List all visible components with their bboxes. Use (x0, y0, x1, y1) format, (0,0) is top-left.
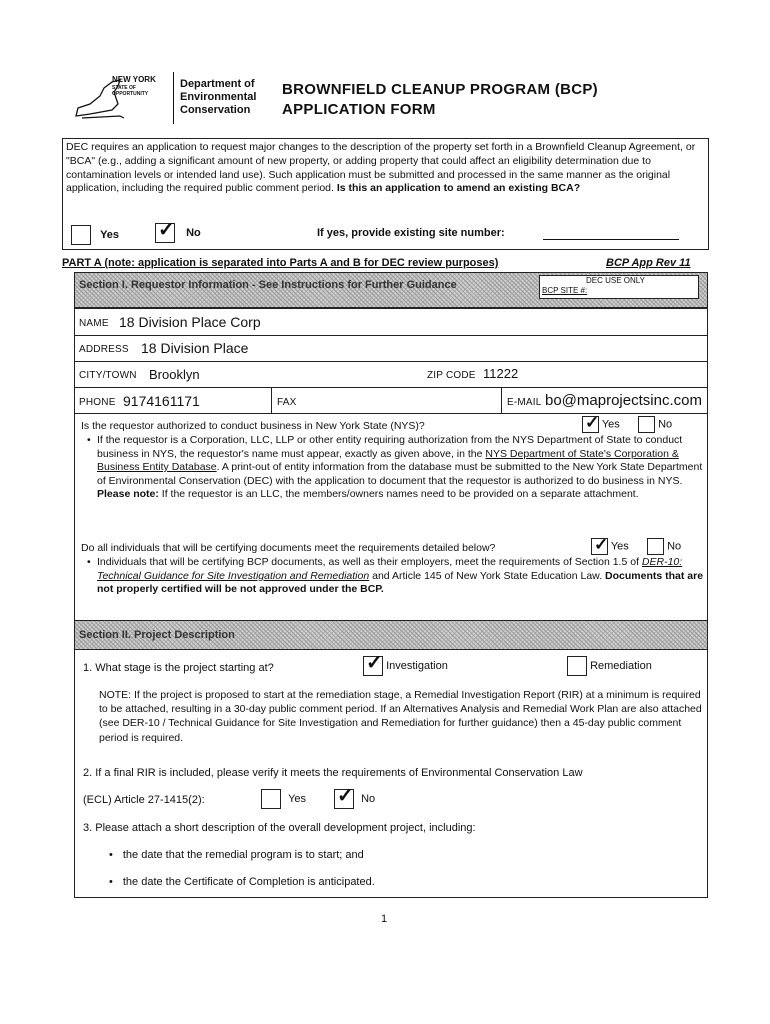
rir-yes-label: Yes (288, 792, 307, 805)
dec-use-only-box (539, 275, 699, 299)
nys-dos-database-link[interactable]: NYS Department of State's Corporation & Business Entity Database (97, 447, 679, 473)
logo-line-3: OPPORTUNITY (112, 91, 149, 97)
remediation-label: Remediation (590, 659, 652, 672)
der-10-link[interactable]: DER-10: Technical Guidance for Site Investigation and Remediation (97, 556, 683, 582)
amend-yes-option[interactable] (71, 225, 119, 245)
rir-no-label: No (361, 792, 376, 805)
fax-label: FAX (277, 397, 297, 408)
amendment-text (66, 141, 706, 196)
authorization-block (74, 414, 708, 620)
row-phone (74, 387, 708, 414)
form-title-line-1: BROWNFIELD CLEANUP PROGRAM (BCP) (282, 81, 598, 98)
investigation-checkbox[interactable] (363, 652, 383, 676)
department-name (180, 78, 256, 117)
bullet-2-text-a: Individuals that will be certifying BCP documents, as well as their employers, meet the requirements of Section 1.5 of (97, 556, 642, 568)
certify-no-label: No (667, 540, 682, 553)
bullet-2-text-b: and Article 145 of New York State Education Law. (369, 569, 603, 582)
page-number: 1 (381, 913, 388, 925)
checkmark-icon: ✓ (366, 652, 383, 674)
section-1-title: Section I. Requestor Information - See Instructions for Further Guidance (79, 279, 457, 291)
bullet-1-text-c: If the requestor is an LLC, the members/owners names need to be provided on a separate attachment. (158, 488, 639, 500)
authorization-question: Is the requestor authorized to conduct business in New York State (NYS)? (81, 420, 425, 432)
amend-no-option[interactable] (155, 219, 201, 243)
zip-label: ZIP CODE (427, 370, 476, 381)
certify-no-checkbox[interactable] (647, 538, 664, 555)
authorized-yes-checkbox[interactable] (582, 413, 600, 433)
email-value[interactable]: bo@maprojectsinc.com (545, 392, 702, 409)
certify-yes-checkbox[interactable] (591, 535, 609, 555)
city-value[interactable]: Brooklyn (149, 367, 200, 382)
checkmark-icon: ✓ (585, 413, 600, 432)
bullet-2-warning: Documents that are not properly certified will be not approved under the BCP. (97, 569, 704, 595)
bullet-icon: • (87, 556, 91, 568)
dept-line-2: Environmental (180, 91, 257, 103)
dept-line-1: Department of (180, 78, 255, 90)
phone-fax-divider (271, 388, 272, 414)
part-a-heading: PART A (note: application is separated into Parts A and B for DEC review purposes) (62, 257, 499, 269)
development-question: 3. Please attach a short description of the overall development project, including: (83, 822, 476, 834)
stage-question: 1. What stage is the project starting at? (83, 662, 274, 674)
email-label: E-MAIL (507, 397, 542, 408)
rir-yes-checkbox[interactable] (261, 789, 281, 809)
authorization-bullet-1 (87, 434, 705, 502)
row-address (74, 335, 708, 361)
address-value[interactable]: 18 Division Place (141, 340, 249, 356)
rir-no-option[interactable] (334, 785, 376, 809)
remediation-note: NOTE: If the project is proposed to start at the remediation stage, a Remedial Investigation Report (RIR) at a minimum is required to be attached, resulting in a 30-day public comment period. If an Alternatives Analysis and Remedial Work Plan are also attached (see DER-10 / Technical Guidance for Site Investigation and Remediation for further guidance) then a 45-day public comment period is required. (99, 689, 702, 744)
certify-no-option[interactable] (647, 538, 681, 555)
bullet-start-date (109, 849, 364, 861)
form-title (282, 80, 598, 120)
section-2-title: Section II. Project Description (79, 629, 235, 641)
bullet-icon: • (87, 434, 91, 446)
logo-divider (173, 72, 174, 124)
row-city (74, 361, 708, 387)
bullet-1-text-a: If the requestor is a Corporation, LLC, LLP or other entity requiring authorization from the NYS Department of State to conduct business in NYS, the requestor's name must appear, exactly as given above, in the (97, 434, 683, 460)
row-name (74, 308, 708, 335)
certification-question: Do all individuals that will be certifying documents meet the requirements detailed below? (81, 542, 496, 554)
section-2-body (74, 650, 708, 898)
bcp-app-rev: BCP App Rev 11 (606, 257, 691, 269)
nys-logo (60, 70, 172, 126)
bcp-site-label: BCP SITE #: (542, 286, 588, 295)
zip-value[interactable]: 11222 (483, 366, 519, 381)
dept-line-3: Conservation (180, 104, 251, 116)
section-1-header (74, 272, 708, 308)
name-value[interactable]: 18 Division Place Corp (119, 314, 261, 330)
checkmark-icon: ✓ (594, 535, 609, 554)
bullet-start-date-text: the date that the remedial program is to start; and (122, 849, 364, 861)
authorization-bullet-2 (87, 556, 705, 597)
amend-no-checkbox[interactable] (155, 219, 175, 243)
bullet-coc-date (109, 876, 375, 888)
checkmark-icon: ✓ (337, 785, 354, 807)
city-label: CITY/TOWN (79, 370, 137, 381)
phone-label: PHONE (79, 397, 116, 408)
amendment-question: Is this an application to amend an existing BCA? (336, 182, 581, 195)
certify-yes-label: Yes (610, 540, 629, 553)
rir-yes-option[interactable] (261, 789, 306, 809)
checkmark-icon: ✓ (158, 219, 175, 241)
name-label: NAME (79, 318, 109, 329)
address-label: ADDRESS (79, 344, 129, 355)
rir-no-checkbox[interactable] (334, 785, 354, 809)
certify-yes-option[interactable] (591, 535, 629, 555)
investigation-option[interactable] (363, 652, 448, 676)
amendment-box (62, 138, 709, 250)
amend-yes-checkbox[interactable] (71, 225, 91, 245)
bullet-coc-date-text: the date the Certificate of Completion is anticipated. (122, 876, 375, 888)
bullet-icon: • (109, 849, 113, 861)
authorized-no-option[interactable] (638, 416, 672, 433)
amend-yes-label: Yes (100, 228, 120, 241)
bullet-1-note: Please note: (97, 488, 159, 500)
authorized-yes-option[interactable] (582, 413, 620, 433)
site-number-field[interactable] (543, 225, 679, 240)
authorized-yes-label: Yes (601, 418, 620, 431)
fax-email-divider (501, 388, 502, 414)
remediation-option[interactable] (567, 656, 652, 676)
authorized-no-checkbox[interactable] (638, 416, 655, 433)
bullet-1-text-b: . A print-out of entity information from the database must be submitted to the New York State Department of Environmental Conservation (DEC) with the application to document that the requestor is authorized to do business in NYS. (97, 461, 703, 487)
form-title-line-2: APPLICATION FORM (282, 101, 436, 118)
rir-question: 2. If a final RIR is included, please verify it meets the requirements of Environmental Conservation Law (83, 767, 583, 779)
amendment-description: DEC requires an application to request major changes to the description of the property set forth in a Brownfield Cleanup Agreement, or "BCA" (e.g., adding a significant amount of new property, or adding property that could affect an eligibility determination due to contamination levels or intended land use). Such application must be submitted and processed in the same manner as the original application, including the required public comment period. (66, 141, 696, 195)
authorized-no-label: No (658, 418, 673, 431)
logo-line-1: NEW YORK (112, 75, 156, 84)
amend-no-label: No (186, 226, 201, 239)
site-number-prompt: If yes, provide existing site number: (317, 227, 505, 239)
bullet-icon: • (109, 876, 113, 888)
phone-value[interactable]: 9174161171 (123, 393, 200, 409)
section-2-header (74, 620, 708, 650)
investigation-label: Investigation (386, 659, 448, 672)
remediation-checkbox[interactable] (567, 656, 587, 676)
dec-use-only-label: DEC USE ONLY (586, 276, 645, 285)
rir-question-cont: (ECL) Article 27-1415(2): (83, 794, 205, 806)
logo-line-2: STATE OF (112, 85, 136, 91)
